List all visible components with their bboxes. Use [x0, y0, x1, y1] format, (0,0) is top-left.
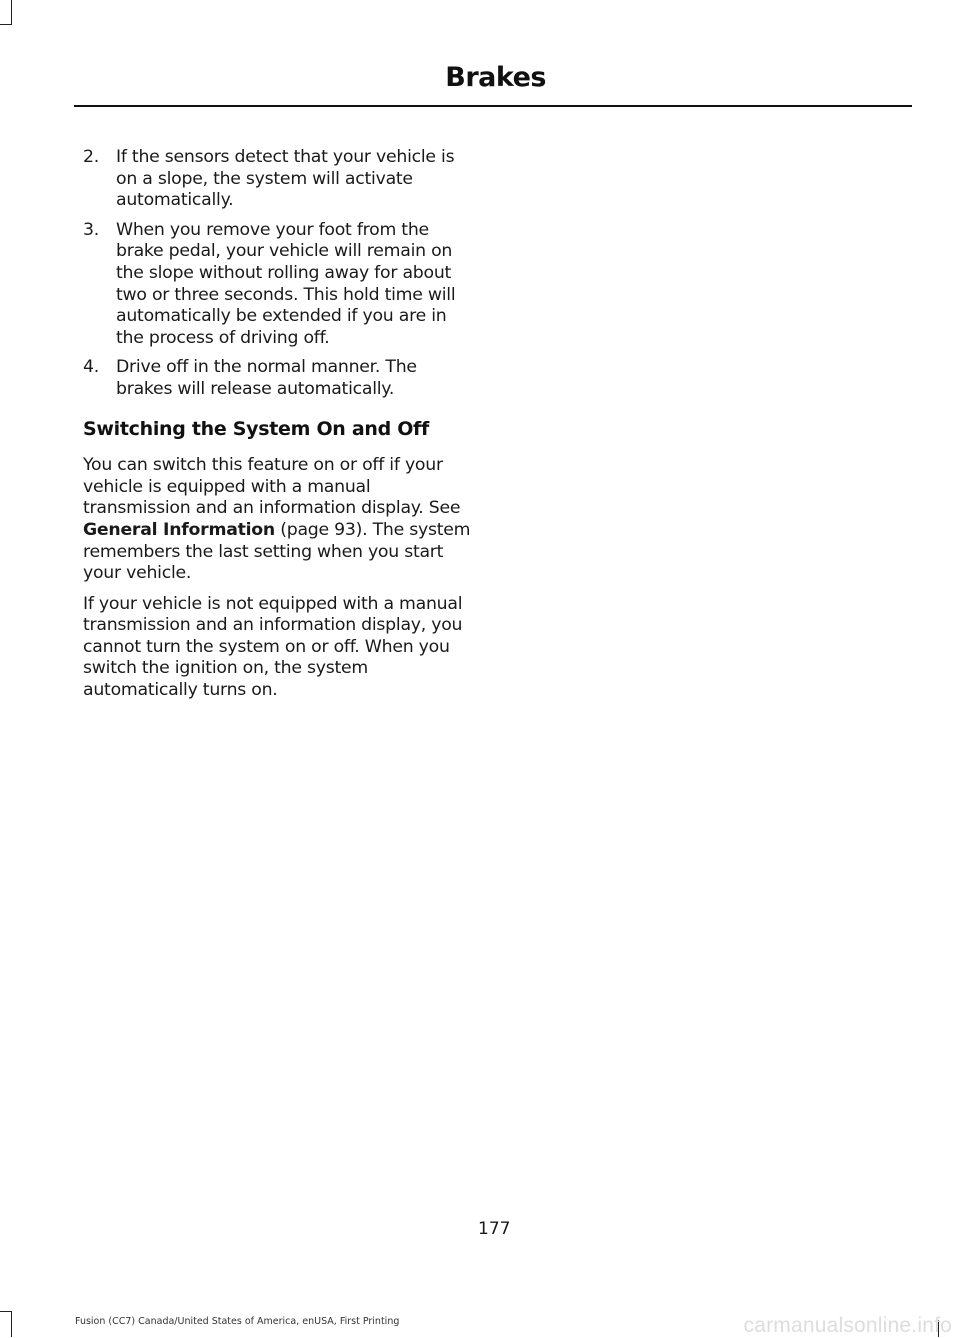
crop-mark-top-left-horizontal	[0, 24, 12, 25]
list-item	[83, 357, 478, 400]
publication-footer: Fusion (CC7) Canada/United States of America, enUSA, First Printing	[75, 1316, 400, 1327]
list-item	[83, 147, 478, 212]
step-text: If the sensors detect that your vehicle is on a slope, the system will activate automatically.	[116, 147, 455, 211]
steps-list	[83, 147, 478, 401]
header-divider	[74, 105, 912, 107]
list-item	[83, 220, 478, 350]
step-text: Drive off in the normal manner. The brakes will release automatically.	[116, 357, 417, 399]
paragraph-not-equipped: If your vehicle is not equipped with a manual transmission and an information display, you cannot turn the system on or off. When you switch the ignition on, the system automatically turns on.	[83, 593, 463, 701]
cross-reference-link[interactable]: General Information	[83, 519, 275, 540]
paragraph-switching	[83, 455, 478, 585]
crop-mark-top-left-vertical	[11, 0, 12, 24]
page-title: Brakes	[445, 62, 546, 93]
main-content	[83, 147, 478, 711]
crop-mark-bottom-left-horizontal	[0, 1311, 12, 1312]
paragraph-text: You can switch this feature on or off if your vehicle is equipped with a manual transmission and an information display. See	[83, 455, 461, 519]
step-number: 3.	[83, 219, 99, 240]
crop-mark-bottom-left-vertical	[11, 1311, 12, 1337]
section-heading: Switching the System On and Off	[83, 417, 429, 440]
page-number: 177	[478, 1219, 511, 1239]
step-number: 4.	[83, 357, 99, 378]
paragraph-text: (page 93). The system remembers the last setting when you start your vehicle.	[83, 519, 471, 584]
step-number: 2.	[83, 147, 99, 167]
watermark: carmanualsonline.info	[743, 1314, 952, 1337]
step-text: When you remove your foot from the brake pedal, your vehicle will remain on the slope without rolling away for about two or three seconds. This hold time will automatically be extended if you are in the process of driving off.	[116, 219, 456, 348]
